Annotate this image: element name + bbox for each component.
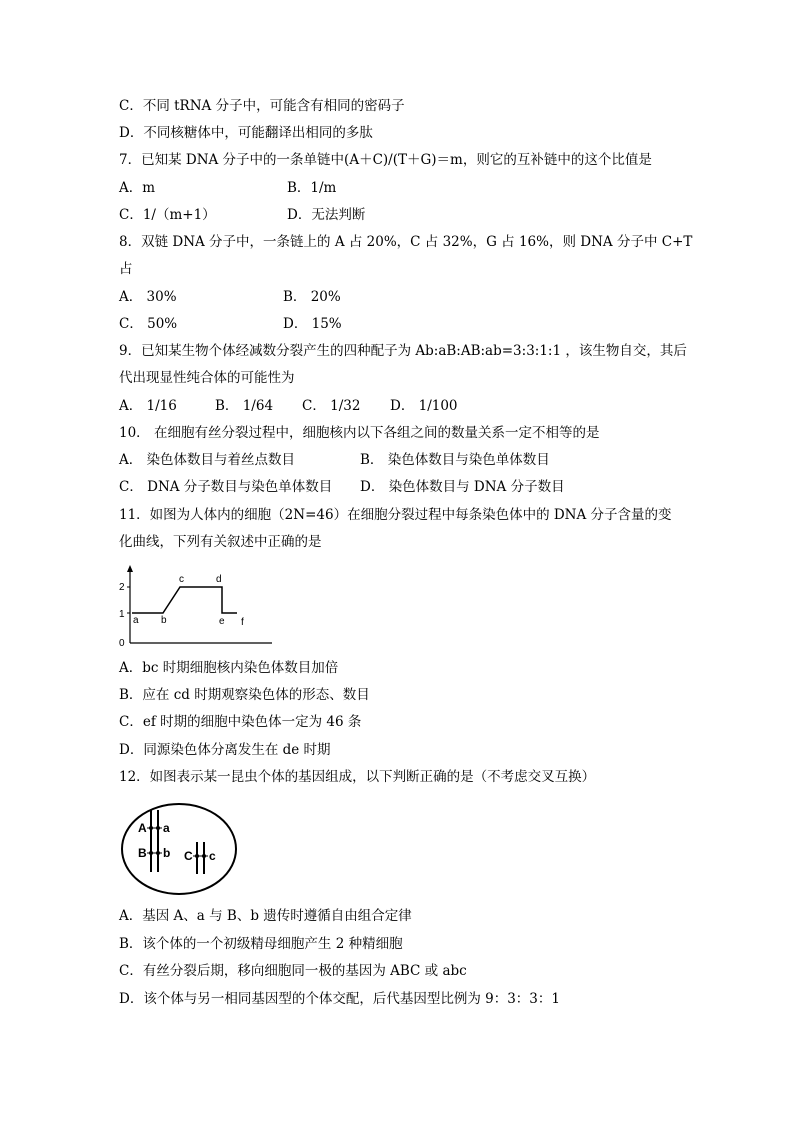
dna-content-graph xyxy=(112,563,282,653)
q11-stem-line2: 化曲线，下列有关叙述中正确的是 xyxy=(119,534,322,550)
q10-option-b: B． 染色体数目与染色单体数目 xyxy=(360,452,550,468)
q7-option-b: B．1/m xyxy=(287,180,337,196)
gene-a: a xyxy=(163,821,170,835)
point-label-e: e xyxy=(219,616,225,627)
q8-option-a: A． 30% xyxy=(119,289,177,305)
cell-gene-diagram xyxy=(118,800,242,900)
q8-stem-line1: 8．双链 DNA 分子中，一条链上的 A 占 20%，C 占 32%，G 占 16%，则 DNA 分子中 C+T xyxy=(119,234,693,250)
q8-option-c: C． 50% xyxy=(119,316,178,332)
q10-option-a: A． 染色体数目与着丝点数目 xyxy=(119,452,296,468)
y-tick-2: 2 xyxy=(119,582,125,593)
q11-option-a: A．bc 时期细胞核内染色体数目加倍 xyxy=(119,660,339,676)
gene-c: c xyxy=(209,849,216,863)
q9-option-a: A． 1/16 xyxy=(119,398,177,414)
q11-option-b: B．应在 cd 时期观察染色体的形态、数目 xyxy=(119,687,370,703)
q7-option-c: C．1/（m+1） xyxy=(119,207,216,223)
q9-option-c: C． 1/32 xyxy=(302,398,361,414)
q8-stem-line2: 占 xyxy=(119,261,133,277)
q9-stem-line1: 9．已知某生物个体经减数分裂产生的四种配子为 Ab:aB:AB:ab=3:3:1:1 ，该生物自交，其后 xyxy=(119,343,687,359)
point-label-a: a xyxy=(133,615,139,626)
q8-option-b: B． 20% xyxy=(283,289,341,305)
gene-B: B xyxy=(138,846,147,860)
q12-stem: 12．如图表示某一昆虫个体的基因组成，以下判断正确的是（不考虑交叉互换） xyxy=(119,769,596,785)
dna-curve xyxy=(132,587,237,613)
point-label-d: d xyxy=(216,574,222,585)
q11-stem-line1: 11．如图为人体内的细胞（2N=46）在细胞分裂过程中每条染色体中的 DNA 分子含量的变 xyxy=(119,507,672,523)
q11-option-d: D．同源染色体分离发生在 de 时期 xyxy=(119,742,331,758)
q10-option-d: D． 染色体数目与 DNA 分子数目 xyxy=(360,479,565,495)
q6-option-d: D．不同核糖体中，可能翻译出相同的多肽 xyxy=(119,125,373,141)
q9-stem-line2: 代出现显性纯合体的可能性为 xyxy=(119,370,295,386)
point-label-f: f xyxy=(241,617,244,628)
q12-option-a: A．基因 A、a 与 B、b 遗传时遵循自由组合定律 xyxy=(119,908,412,924)
y-tick-1: 1 xyxy=(119,609,125,620)
q7-option-a: A．m xyxy=(119,180,156,196)
q12-option-c: C．有丝分裂后期，移向细胞同一极的基因为 ABC 或 abc xyxy=(119,963,467,979)
q7-option-d: D．无法判断 xyxy=(287,207,366,223)
q10-option-c: C． DNA 分子数目与染色单体数目 xyxy=(119,479,333,495)
gene-C: C xyxy=(184,849,193,863)
q9-option-d: D． 1/100 xyxy=(390,398,458,414)
q7-stem: 7．已知某 DNA 分子中的一条单链中(A＋C)/(T＋G)＝m，则它的互补链中的这个比值是 xyxy=(119,152,652,168)
q9-option-b: B． 1/64 xyxy=(215,398,274,414)
q10-stem: 10． 在细胞有丝分裂过程中，细胞核内以下各组之间的数量关系一定不相等的是 xyxy=(119,425,600,441)
gene-b: b xyxy=(163,846,171,860)
point-label-b: b xyxy=(161,615,167,626)
q11-option-c: C．ef 时期的细胞中染色体一定为 46 条 xyxy=(119,714,362,730)
y-tick-0: 0 xyxy=(119,638,125,649)
q8-option-d: D． 15% xyxy=(283,316,342,332)
gene-A: A xyxy=(138,821,147,835)
q6-option-c: C．不同 tRNA 分子中，可能含有相同的密码子 xyxy=(119,98,405,114)
point-label-c: c xyxy=(179,574,184,585)
q12-option-d: D．该个体与另一相同基因型的个体交配，后代基因型比例为 9：3：3：1 xyxy=(119,991,560,1007)
q12-option-b: B．该个体的一个初级精母细胞产生 2 种精细胞 xyxy=(119,936,403,952)
